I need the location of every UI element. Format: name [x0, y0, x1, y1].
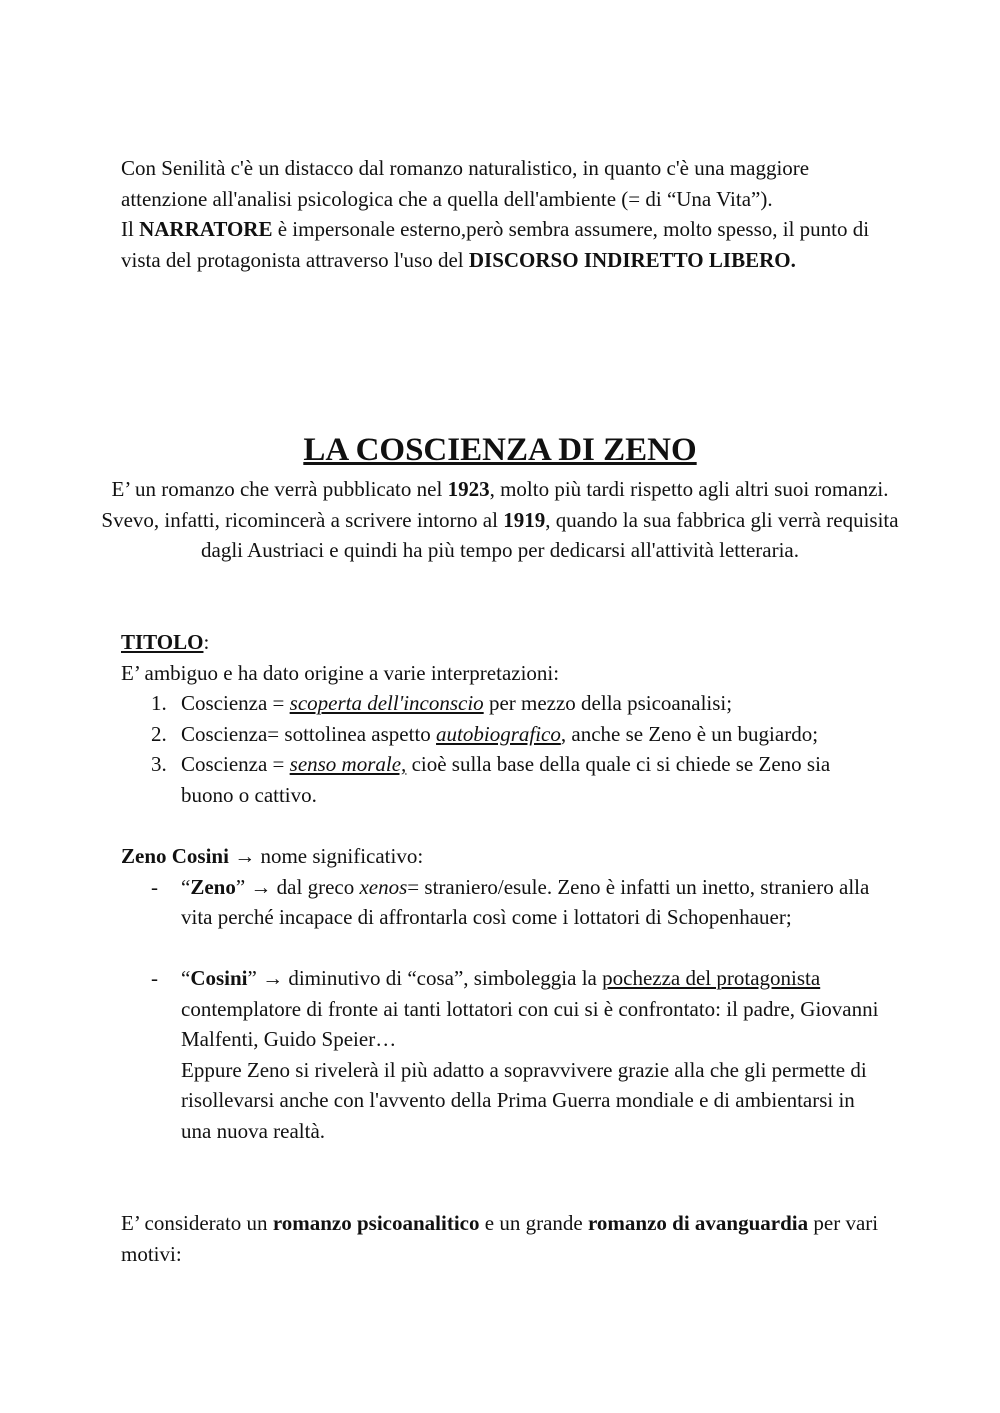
zeno-section: [121, 841, 881, 1146]
intro-line-senilita: Con Senilità c'è un distacco dal romanzo naturalistico, in quanto c'è una maggiore attenzione all'analisi psicologica che a quella dell'ambiente (= di “Una Vita”).: [121, 156, 810, 211]
text-span: Il: [121, 217, 140, 241]
text-span: Coscienza= sottolinea aspetto: [181, 721, 437, 746]
zeno-keyword: Zeno: [190, 874, 236, 899]
list-number: 2.: [151, 721, 167, 746]
titolo-heading-text: TITOLO: [121, 630, 204, 654]
text-span: e un grande: [479, 1211, 588, 1235]
avanguardia-keyword: romanzo di avanguardia: [587, 1211, 809, 1235]
text-span: cioè sulla base della quale ci si chiede se Zeno sia buono o cattivo.: [181, 752, 831, 807]
text-span: ”: [235, 874, 246, 899]
list-item: [121, 719, 881, 750]
list-number: 3.: [151, 752, 167, 776]
psicoanalitico-keyword: romanzo psicoanalitico: [272, 1211, 480, 1235]
year-1923: 1923: [447, 477, 490, 501]
text-span: ”: [247, 966, 257, 990]
narratore-keyword: NARRATORE: [139, 217, 273, 241]
list-number: 1.: [151, 691, 167, 715]
text-span: Coscienza =: [181, 752, 290, 776]
text-span: :: [203, 630, 210, 654]
list-item: [121, 749, 881, 810]
emphasis: autobiografico: [436, 721, 561, 746]
final-paragraph: [121, 1208, 881, 1269]
zeno-name: Zeno Cosini: [121, 844, 229, 868]
text-span: Coscienza =: [181, 691, 290, 715]
text-span: = straniero/esule. Zeno è infatti un inetto, straniero alla vita perché incapace di affrontarla così come i lottatori di Schopenhauer;: [181, 874, 870, 929]
summary-text: [100, 474, 900, 566]
text-span: , molto più tardi rispetto agli altri suoi romanzi. Svevo, infatti, ricomincerà a scrivere intorno al: [101, 477, 889, 532]
discorso-keyword: DISCORSO INDIRETTO LIBERO.: [468, 247, 796, 272]
list-item-zeno: [121, 872, 881, 933]
list-item: [121, 688, 881, 719]
name-meaning-list: [121, 872, 881, 1147]
text-span: “: [181, 874, 191, 899]
year-1919: 1919: [503, 507, 546, 532]
text-span: “: [181, 966, 191, 990]
titolo-heading: [121, 627, 881, 658]
text-span: → diminutivo di “cosa”, simboleggia la: [256, 966, 603, 990]
dash-bullet: -: [151, 966, 158, 990]
section-title: LA COSCIENZA DI ZENO: [303, 432, 697, 468]
dash-bullet: -: [151, 874, 158, 899]
list-item-cosini: [121, 963, 881, 1146]
titolo-intro: E’ ambiguo e ha dato origine a varie interpretazioni:: [121, 660, 560, 685]
text-span: E’ un romanzo che verrà pubblicato nel: [111, 477, 448, 501]
list-spacer: [121, 933, 881, 964]
text-span: contemplatore di fronte ai tanti lottatori con cui si è confrontato: il padre, Giovanni Malfenti, Guido Speier…: [181, 996, 879, 1051]
emphasis: senso morale,: [289, 752, 407, 776]
text-span: per vari motivi:: [121, 1211, 879, 1266]
intro-line-narratore: [121, 214, 881, 275]
pochezza-phrase: pochezza del protagonista: [602, 966, 821, 990]
text-span: → nome significativo:: [228, 844, 424, 868]
interpretations-list: [121, 688, 881, 810]
emphasis: scoperta dell'inconscio: [289, 691, 484, 715]
text-span: , quando la sua fabbrica gli verrà requisita dagli Austriaci e quindi ha più tempo per dedicarsi all'attività letteraria.: [201, 507, 899, 562]
final-text: [121, 1208, 881, 1269]
text-span: E’ considerato un: [121, 1211, 273, 1235]
cosini-keyword: Cosini: [190, 966, 248, 990]
text-span: , anche se Zeno è un bugiardo;: [560, 721, 819, 746]
text-span: è impersonale esterno,però sembra assumere, molto spesso, il punto di vista del protagonista attraverso l'uso del: [121, 217, 870, 272]
text-span: Eppure Zeno si rivelerà il più adatto a sopravvivere grazie alla che gli permette di risollevarsi anche con l'avvento della Prima Guerra mondiale e di ambientarsi in una nuova realtà.: [181, 1057, 867, 1143]
titolo-section: [121, 627, 881, 810]
intro-paragraph: [121, 153, 881, 275]
xenos-word: xenos: [359, 874, 408, 899]
zeno-heading: [121, 841, 881, 872]
text-span: → dal greco: [245, 874, 360, 899]
summary-paragraph: [100, 474, 900, 566]
text-span: per mezzo della psicoanalisi;: [483, 691, 733, 715]
